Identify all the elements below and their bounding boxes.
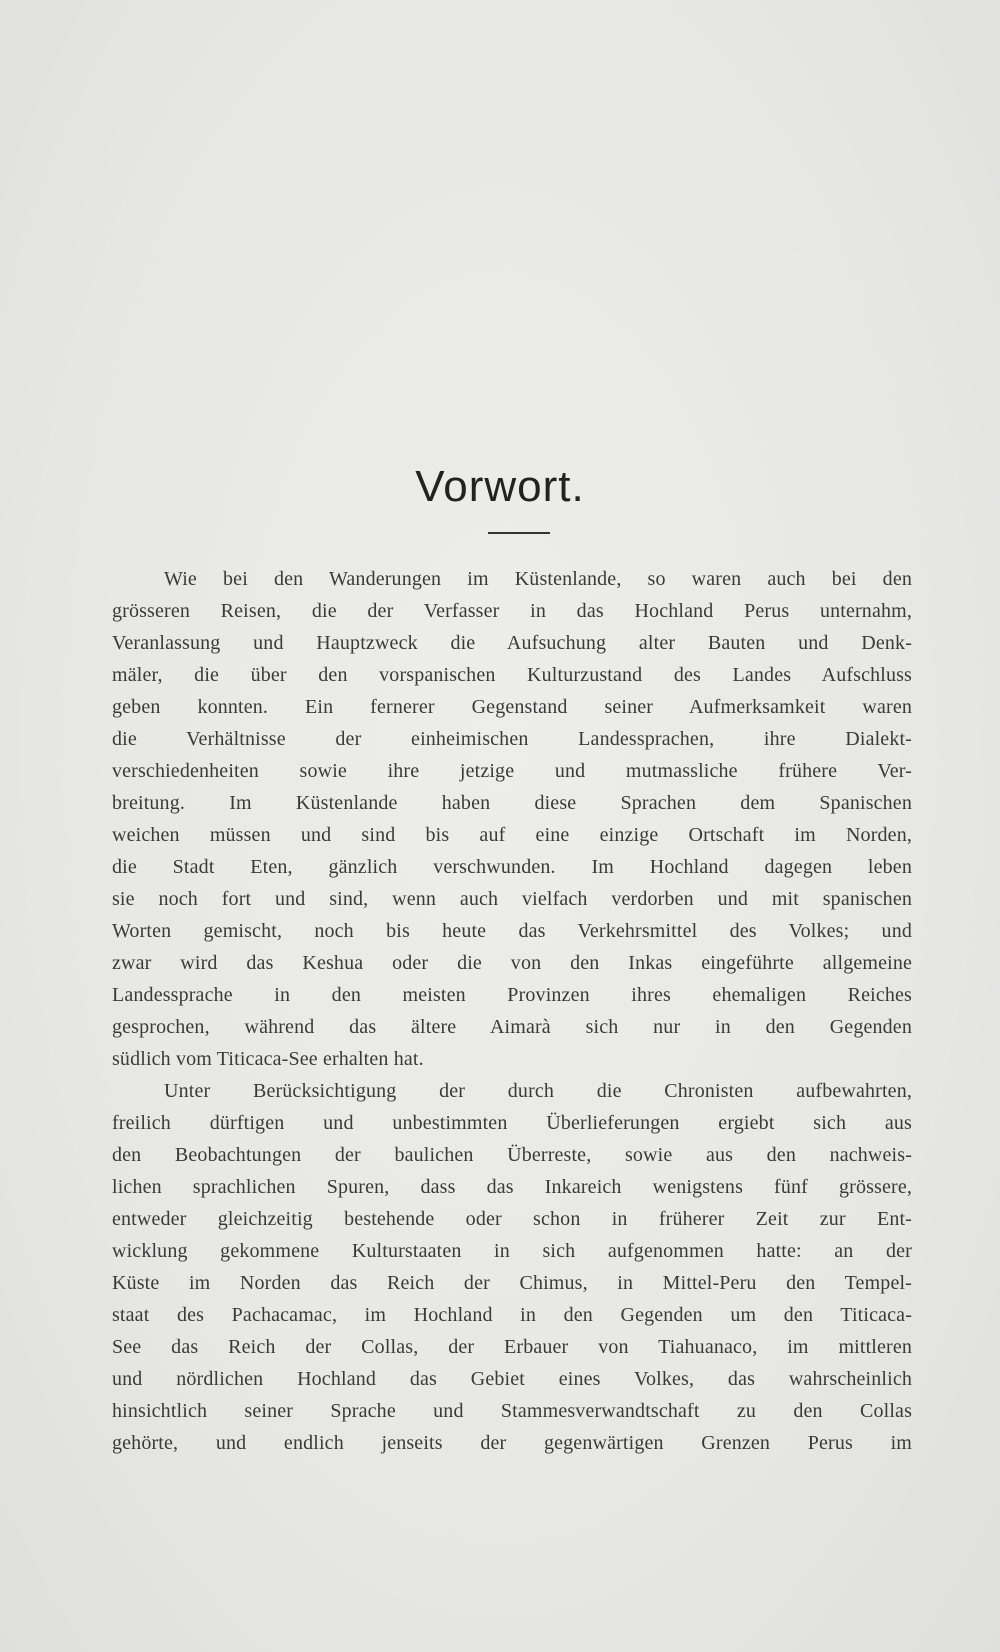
text-line: mäler, die über den vorspanischen Kulturzustand des Landes Aufschluss — [112, 664, 912, 686]
title-divider — [488, 532, 550, 534]
text-line: weichen müssen und sind bis auf eine einzige Ortschaft im Norden, — [112, 824, 912, 846]
text-line: zwar wird das Keshua oder die von den Inkas eingeführte allgemeine — [112, 952, 912, 974]
text-line: breitung. Im Küstenlande haben diese Sprachen dem Spanischen — [112, 792, 912, 814]
text-line: den Beobachtungen der baulichen Überreste, sowie aus den nachweis- — [112, 1144, 912, 1166]
text-line: entweder gleichzeitig bestehende oder schon in früherer Zeit zur Ent- — [112, 1208, 912, 1230]
text-line: gesprochen, während das ältere Aimarà sich nur in den Gegenden — [112, 1016, 912, 1038]
text-line: Küste im Norden das Reich der Chimus, in Mittel-Peru den Tempel- — [112, 1272, 912, 1294]
text-line: grösseren Reisen, die der Verfasser in das Hochland Perus unternahm, — [112, 600, 912, 622]
text-line: Worten gemischt, noch bis heute das Verkehrsmittel des Volkes; und — [112, 920, 912, 942]
text-line: Landessprache in den meisten Provinzen ihres ehemaligen Reiches — [112, 984, 912, 1006]
text-line: See das Reich der Collas, der Erbauer von Tiahuanaco, im mittleren — [112, 1336, 912, 1358]
page-title: Vorwort. — [415, 462, 585, 511]
body-text — [112, 563, 912, 1459]
text-line: freilich dürftigen und unbestimmten Überlieferungen ergiebt sich aus — [112, 1112, 912, 1134]
text-line: lichen sprachlichen Spuren, dass das Inkareich wenigstens fünf grössere, — [112, 1176, 912, 1198]
text-line: südlich vom Titicaca-See erhalten hat. — [112, 1048, 424, 1070]
text-line: und nördlichen Hochland das Gebiet eines Volkes, das wahrscheinlich — [112, 1368, 912, 1390]
text-line: Unter Berücksichtigung der durch die Chronisten aufbewahrten, — [164, 1080, 912, 1102]
text-line: wicklung gekommene Kulturstaaten in sich aufgenommen hatte: an der — [112, 1240, 912, 1262]
text-line: Wie bei den Wanderungen im Küstenlande, so waren auch bei den — [164, 568, 912, 590]
text-line: sie noch fort und sind, wenn auch vielfach verdorben und mit spanischen — [112, 888, 912, 910]
text-line: gehörte, und endlich jenseits der gegenwärtigen Grenzen Perus im — [112, 1432, 912, 1454]
text-line: staat des Pachacamac, im Hochland in den Gegenden um den Titicaca- — [112, 1304, 912, 1326]
text-line: die Verhältnisse der einheimischen Landessprachen, ihre Dialekt- — [112, 728, 912, 750]
text-line: verschiedenheiten sowie ihre jetzige und mutmassliche frühere Ver- — [112, 760, 912, 782]
text-line: hinsichtlich seiner Sprache und Stammesverwandtschaft zu den Collas — [112, 1400, 912, 1422]
text-line: geben konnten. Ein fernerer Gegenstand seiner Aufmerksamkeit waren — [112, 696, 912, 718]
text-line: Veranlassung und Hauptzweck die Aufsuchung alter Bauten und Denk- — [112, 632, 912, 654]
text-line: die Stadt Eten, gänzlich verschwunden. Im Hochland dagegen leben — [112, 856, 912, 878]
